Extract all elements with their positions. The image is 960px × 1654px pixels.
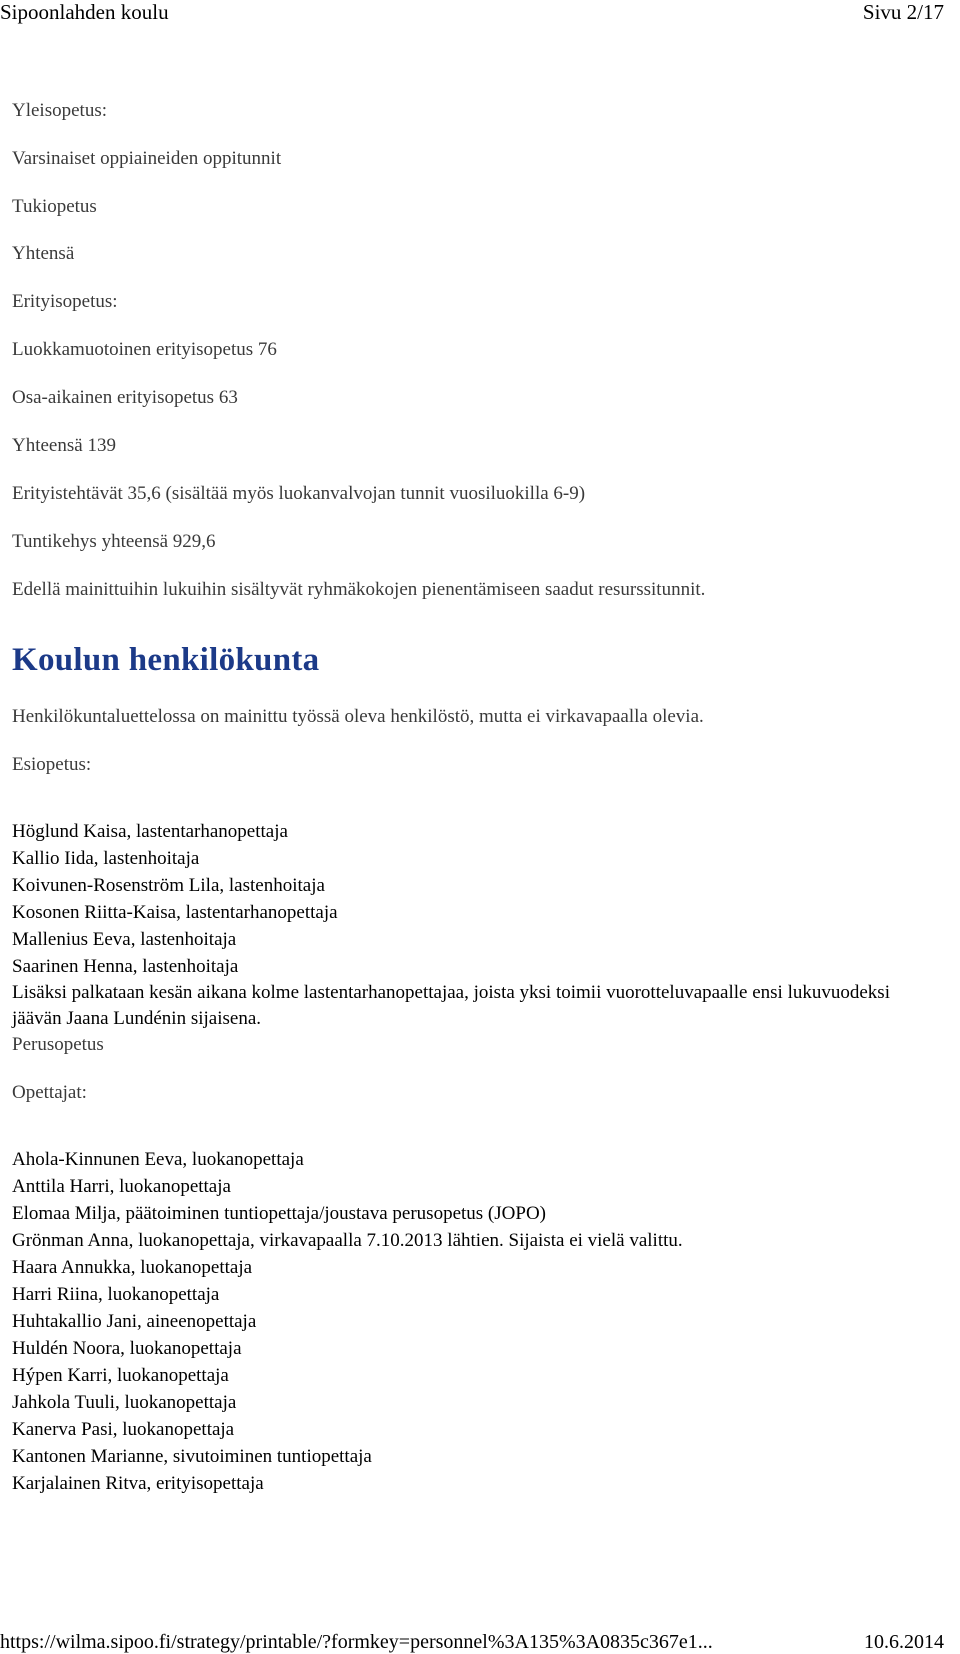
list-item: Anttila Harri, luokanopettaja (12, 1176, 231, 1197)
list-item: Haara Annukka, luokanopettaja (12, 1257, 253, 1278)
teachers-list (12, 1146, 683, 1497)
resource-line: Yleisopetus: (12, 100, 107, 121)
resource-line: Yhteensä 139 (12, 435, 116, 456)
list-item: Koivunen-Rosenström Lila, lastenhoitaja (12, 875, 325, 896)
list-item: Kosonen Riitta-Kaisa, lastentarhanopettaja (12, 902, 338, 923)
staff-intro: Henkilökuntaluettelossa on mainittu työssä oleva henkilöstö, mutta ei virkavapaalla olevia. (12, 706, 704, 727)
list-item: Grönman Anna, luokanopettaja, virkavapaalla 7.10.2013 lähtien. Sijaista ei vielä valittu. (12, 1230, 683, 1251)
resource-line: Tukiopetus (12, 196, 97, 217)
list-item: Kallio Iida, lastenhoitaja (12, 848, 200, 869)
header-page-number: Sivu 2/17 (862, 0, 944, 24)
list-item: Mallenius Eeva, lastenhoitaja (12, 929, 237, 950)
footer-url: https://wilma.sipoo.fi/strategy/printable/?formkey=personnel%3A135%3A0835c367e1... (0, 1631, 713, 1653)
resource-line: Erityistehtävät 35,6 (sisältää myös luokanvalvojan tunnit vuosiluokilla 6-9) (12, 483, 586, 504)
basic-education-label: Perusopetus (12, 1034, 104, 1055)
list-item: Huldén Noora, luokanopettaja (12, 1338, 242, 1359)
list-item: Harri Riina, luokanopettaja (12, 1284, 220, 1305)
list-item: Karjalainen Ritva, erityisopettaja (12, 1473, 264, 1494)
header-school-name: Sipoonlahden koulu (0, 0, 169, 24)
preschool-note: Lisäksi palkataan kesän aikana kolme lastentarhanopettajaa, joista yksi toimii vuorotteluvapaalle ensi lukuvuodeksi jäävän Jaana Lundénin sijaisena. (12, 982, 890, 1029)
list-item: Elomaa Milja, päätoiminen tuntiopettaja/joustava perusopetus (JOPO) (12, 1203, 546, 1224)
resource-line: Osa-aikainen erityisopetus 63 (12, 387, 238, 408)
resource-line: Varsinaiset oppiaineiden oppitunnit (12, 148, 282, 169)
resource-line: Tuntikehys yhteensä 929,6 (12, 531, 216, 552)
staff-heading: Koulun henkilökunta (12, 642, 320, 678)
list-item: Hýpen Karri, luokanopettaja (12, 1365, 229, 1386)
preschool-label: Esiopetus: (12, 754, 92, 775)
footer-date: 10.6.2014 (864, 1631, 944, 1653)
list-item: Kantonen Marianne, sivutoiminen tuntiopettaja (12, 1446, 372, 1467)
list-item: Huhtakallio Jani, aineenopettaja (12, 1311, 257, 1332)
list-item: Ahola-Kinnunen Eeva, luokanopettaja (12, 1149, 304, 1170)
list-item: Saarinen Henna, lastenhoitaja (12, 956, 239, 977)
list-item: Kanerva Pasi, luokanopettaja (12, 1419, 235, 1440)
resource-line: Erityisopetus: (12, 291, 118, 312)
preschool-staff-list (12, 818, 338, 980)
resource-line: Edellä mainittuihin lukuihin sisältyvät ryhmäkokojen pienentämiseen saadut resurssitunnit. (12, 579, 706, 600)
list-item: Höglund Kaisa, lastentarhanopettaja (12, 821, 288, 842)
page-footer (0, 1630, 944, 1654)
resource-line: Yhtensä (12, 243, 75, 264)
resource-line: Luokkamuotoinen erityisopetus 76 (12, 339, 277, 360)
teachers-label: Opettajat: (12, 1082, 87, 1103)
list-item: Jahkola Tuuli, luokanopettaja (12, 1392, 237, 1413)
